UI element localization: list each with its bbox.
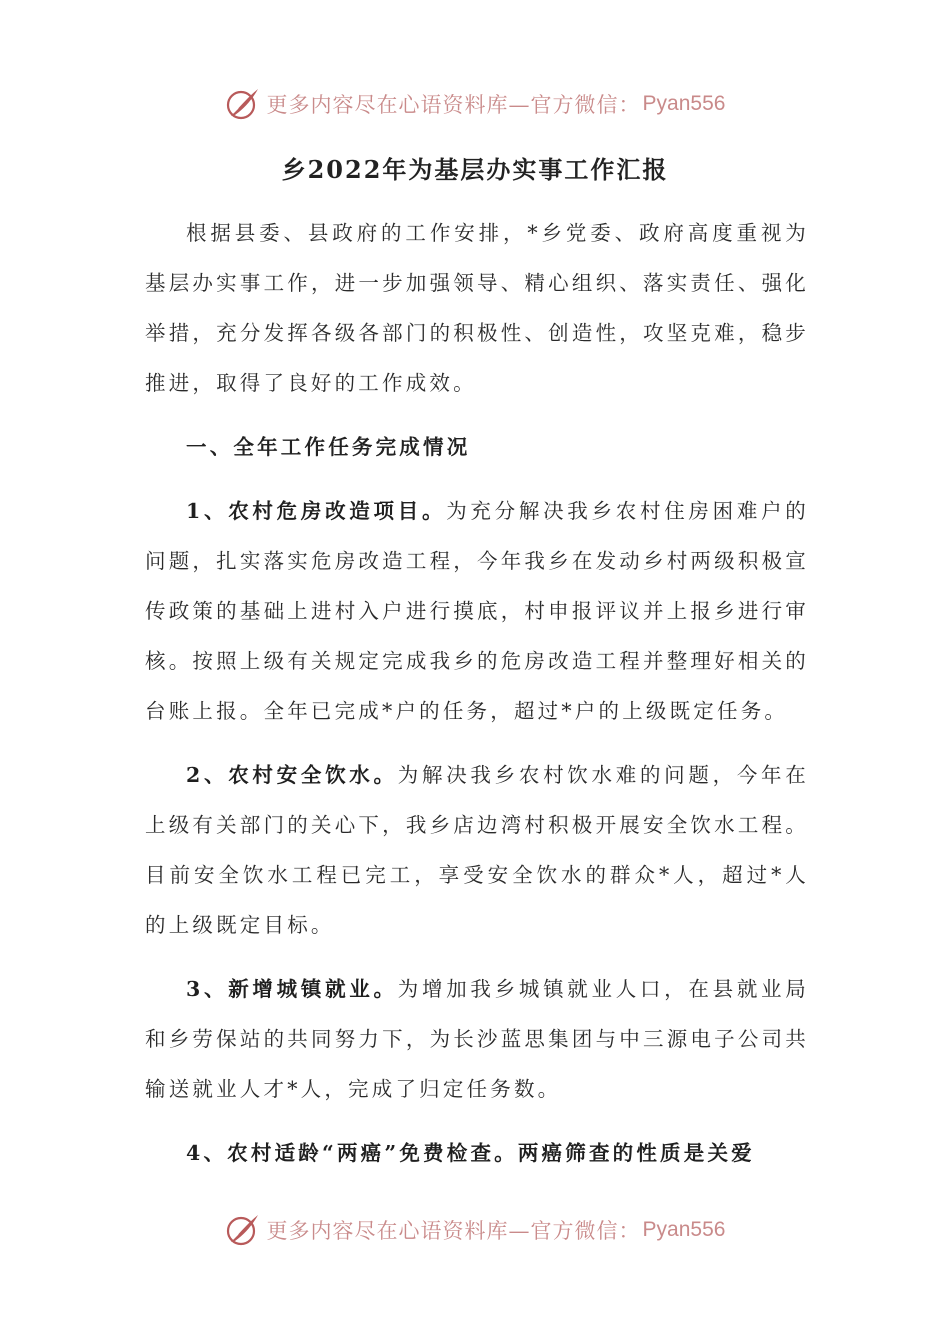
quill-pen-logo-icon <box>225 86 261 122</box>
watermark-wechat-id: Pyan556 <box>642 92 726 115</box>
watermark-text: 更多内容尽在心语资料库—官方微信： <box>266 93 641 117</box>
item-body: 两癌筛查的性质是关爱 <box>517 1141 755 1165</box>
section-heading: 一、全年工作任务完成情况 <box>186 435 471 459</box>
item-paragraph-1 <box>145 486 809 736</box>
intro-paragraph: 根据县委、县政府的工作安排，*乡党委、政府高度重视为基层办实事工作，进一步加强领导、精心组织、落实责任、强化举措，充分发挥各级各部门的积极性、创造性，攻坚克难，稳步推进，取得了良好的工作成效。 <box>145 221 809 395</box>
item-lead: 4、农村适龄“两癌”免费检查。 <box>186 1141 518 1165</box>
quill-pen-logo-icon <box>225 1212 261 1248</box>
item-lead: 1、农村危房改造项目。 <box>186 499 447 523</box>
watermark-text: 更多内容尽在心语资料库—官方微信： <box>266 1219 641 1243</box>
item-lead: 3、新增城镇就业。 <box>186 977 398 1001</box>
watermark-wechat-id: Pyan556 <box>642 1218 726 1241</box>
document-title: 乡2022年为基层办实事工作汇报 <box>281 155 669 184</box>
item-paragraph-2 <box>145 750 809 950</box>
watermark-banner-top <box>0 82 950 126</box>
item-paragraph-3 <box>145 964 809 1114</box>
item-paragraph-4 <box>145 1128 809 1178</box>
document-body <box>145 208 809 1192</box>
watermark-banner-bottom <box>0 1208 950 1252</box>
item-body: 为解决我乡农村饮水难的问题，今年在上级有关部门的关心下，我乡店边湾村积极开展安全饮水工程。目前安全饮水工程已完工，享受安全饮水的群众*人，超过*人的上级既定目标。 <box>145 763 809 937</box>
item-body: 为充分解决我乡农村住房困难户的问题，扎实落实危房改造工程，今年我乡在发动乡村两级积极宣传政策的基础上进村入户进行摸底，村申报评议并上报乡进行审核。按照上级有关规定完成我乡的危房改造工程并整理好相关的台账上报。全年已完成*户的任务，超过*户的上级既定任务。 <box>145 499 809 723</box>
item-lead: 2、农村安全饮水。 <box>186 763 398 787</box>
item-body: 为增加我乡城镇就业人口，在县就业局和乡劳保站的共同努力下，为长沙蓝思集团与中三源电子公司共输送就业人才*人，完成了归定任务数。 <box>145 977 809 1101</box>
